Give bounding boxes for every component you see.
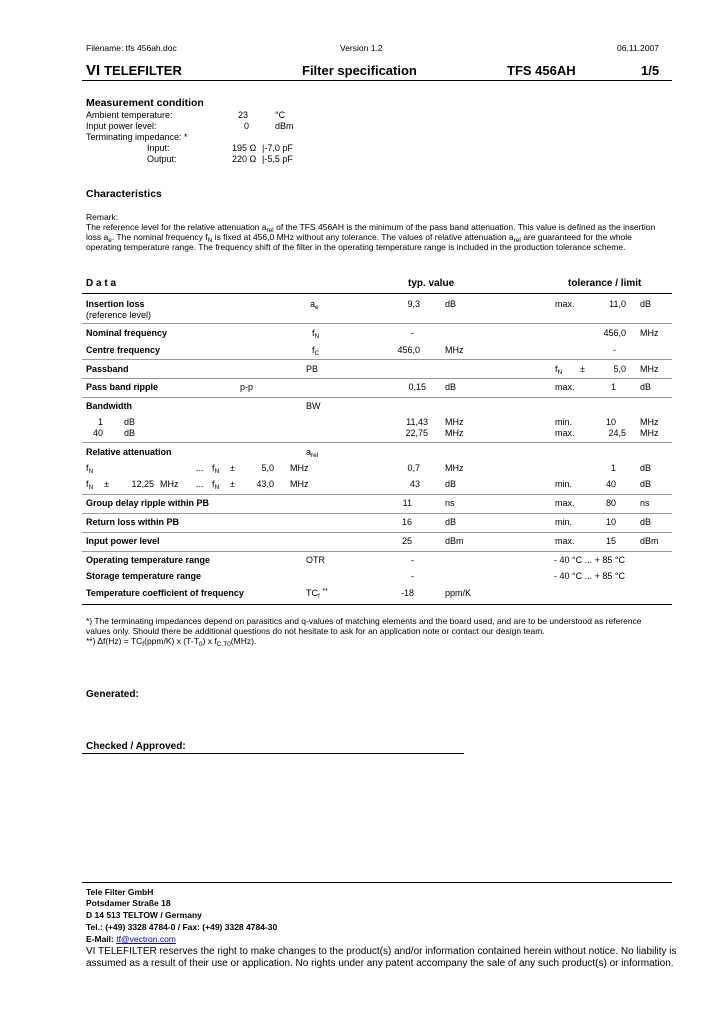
insertion-loss-symbol: $a_e$ (310, 299, 319, 311)
centre-tol: - (613, 345, 616, 355)
remark-line-2: loss $a_e$. The nominal frequency $f_N$ is fixed at 456,0 MHz without any tolerance. The values of relative attenuation $a_{rel}$ are guaranteed for the whole (86, 232, 632, 244)
bw-40-typ-unit: MHz (445, 428, 464, 438)
row-divider (82, 532, 672, 533)
input-power-tol: 15 (605, 536, 616, 546)
table-rule (82, 293, 672, 294)
note-1b: values only. Should there be additional questions do not hesitate to ask for an application note or contact our design team. (86, 626, 545, 636)
rel2-tol-unit: dB (640, 479, 652, 489)
city: D 14 513 TELTOW / Germany (86, 910, 202, 920)
bw-40-unit: dB (124, 428, 136, 438)
rel1-f: $f_N$ (86, 463, 94, 475)
passband-label: Passband (86, 364, 129, 374)
centre-typ: 456,0 (397, 345, 420, 355)
centre-typ-unit: MHz (445, 345, 464, 355)
bw-40-tol-unit: MHz (640, 428, 659, 438)
input-power-label: Input power level (86, 536, 160, 546)
col-tol: tolerance / limit (568, 278, 642, 289)
power-unit: dBm (275, 121, 294, 131)
ambient-label: Ambient temperature: (86, 110, 173, 120)
ripple-typ: 0,15 (408, 382, 426, 392)
return-loss-tol-unit: dB (640, 517, 652, 527)
tc-symbol: $TC_f$ ** (306, 588, 328, 600)
nominal-typ: - (411, 328, 414, 338)
return-loss-label: Return loss within PB (86, 517, 180, 527)
page-number: 1/5 (641, 63, 660, 78)
ripple-tol: 1 (610, 382, 616, 392)
rel1-f2: $f_N$ (212, 463, 220, 475)
passband-tol: 5,0 (613, 364, 626, 374)
rel1-val: 5,0 (261, 463, 274, 473)
tc-typ-unit: ppm/K (445, 588, 472, 598)
ripple-label: Pass band ripple (86, 382, 159, 392)
rel2-unit1: MHz (160, 479, 179, 489)
bw-40-level: 40 (92, 428, 103, 438)
ripple-tol-q: max. (555, 382, 575, 392)
row-divider (82, 494, 672, 495)
bw-1-tol: 10 (605, 417, 616, 427)
email-link[interactable]: tf@vectron.com (116, 934, 176, 944)
nominal-tol-unit: MHz (640, 328, 659, 338)
output-label: Output: (147, 154, 177, 164)
return-loss-typ-unit: dB (445, 517, 457, 527)
bw-1-tol-unit: MHz (640, 417, 659, 427)
rel2-val1: 12,25 (131, 479, 154, 489)
return-loss-typ: 16 (401, 517, 412, 527)
rel2-tol: 40 (605, 479, 616, 489)
impedance-label: Terminating impedance: * (86, 132, 188, 142)
street: Potsdamer Straße 18 (86, 898, 171, 908)
rel1-pm: ± (230, 463, 235, 473)
nominal-symbol: $f_N$ (312, 328, 320, 340)
insertion-loss-sub: (reference level) (86, 310, 152, 320)
relative-symbol: $a_{rel}$ (306, 447, 319, 459)
passband-tol-unit: MHz (640, 364, 659, 374)
input-label: Input: (147, 143, 170, 153)
ambient-unit: °C (275, 110, 286, 120)
rel1-unit: MHz (290, 463, 309, 473)
row-divider (82, 359, 672, 360)
footer-divider (82, 882, 672, 883)
passband-symbol: PB (306, 364, 319, 374)
disclaimer-2: assumed as a result of their use or application. No rights under any patent accompany the sale of any such product(s) or information. (86, 958, 674, 969)
bw-40-tol: 24,5 (608, 428, 626, 438)
remark-label: Remark: (86, 212, 119, 222)
storage-temp-label: Storage temperature range (86, 571, 202, 581)
col-typ: typ. value (408, 278, 455, 289)
input-power-typ: 25 (401, 536, 412, 546)
ripple-typ-unit: dB (445, 382, 457, 392)
row-divider (82, 378, 672, 379)
insertion-loss-tol-q: max. (555, 299, 575, 309)
nominal-frequency-label: Nominal frequency (86, 328, 168, 338)
rel1-tol: 1 (610, 463, 616, 473)
row-divider (82, 323, 672, 324)
nominal-tol: 456,0 (603, 328, 626, 338)
row-divider (82, 551, 672, 552)
return-loss-tol: 10 (605, 517, 616, 527)
ripple-tol-unit: dB (640, 382, 652, 392)
note-1a: *) The terminating impedances depend on parasitics and q-values of matching elements and the board used, and are to be understood as reference (86, 616, 642, 626)
rel1-dots: ... (196, 463, 204, 473)
storage-temp-tol: - 40 °C ... + 85 °C (554, 571, 625, 581)
rel2-f: $f_N$ (86, 479, 94, 491)
input-power-tol-q: max. (555, 536, 575, 546)
rel2-unit2: MHz (290, 479, 309, 489)
remark-line-3: operating temperature range. The frequency shift of the filter in the operating temperature range is included in the production tolerance scheme. (86, 242, 626, 252)
centre-frequency-label: Centre frequency (86, 345, 161, 355)
company: Tele Filter GmbH (86, 887, 154, 897)
remark-line-1: The reference level for the relative attenuation $a_{rel}$ of the TFS 456AH is the minimum of the pass band attenuation. This value is defined as the insertion (86, 222, 656, 234)
measurement-title: Measurement condition (86, 97, 204, 109)
table-bottom-rule (82, 604, 672, 605)
relative-attenuation-label: Relative attenuation (86, 447, 172, 457)
input-power-tol-unit: dBm (640, 536, 659, 546)
logo (86, 62, 182, 79)
operating-temp-typ: - (411, 555, 414, 565)
email-line: E-Mail: tf@vectron.com (86, 934, 176, 944)
rel1-typ: 0,7 (407, 463, 420, 473)
note-2: **) $\Delta f(Hz) = TC_f(ppm/K)$ x $(T-T_0)$ x $f_{C,T0}(MHz)$. (86, 636, 257, 648)
bandwidth-label: Bandwidth (86, 401, 132, 411)
bandwidth-symbol: BW (306, 401, 321, 411)
ripple-symbol: p-p (240, 382, 254, 392)
generated-label: Generated: (86, 689, 139, 700)
rel2-tol-q: min. (555, 479, 573, 489)
rel2-f2: $f_N$ (212, 479, 220, 491)
group-delay-typ-unit: ns (445, 498, 455, 508)
header-divider (82, 80, 672, 81)
rel1-typ-unit: MHz (445, 463, 464, 473)
group-delay-tol-unit: ns (640, 498, 650, 508)
bw-40-tol-q: max. (555, 428, 575, 438)
power-label: Input power level: (86, 121, 157, 131)
rel2-typ-unit: dB (445, 479, 457, 489)
insertion-loss-tol: 11,0 (609, 299, 626, 309)
bw-1-typ-unit: MHz (445, 417, 464, 427)
tel-fax: Tel.: (+49) 3328 4784-0 / Fax: (+49) 3328 4784-30 (86, 922, 278, 932)
group-delay-typ: 11 (402, 498, 412, 508)
rel2-pm: ± (104, 479, 109, 489)
return-loss-tol-q: min. (555, 517, 573, 527)
passband-tol-f: $f_N$ (555, 364, 563, 376)
part-number: TFS 456AH (507, 63, 576, 78)
disclaimer-1: VI TELEFILTER reserves the right to make changes to the product(s) and/or information contained herein without notice. No liability is (86, 946, 677, 957)
output-cap: |-5,5 pF (262, 154, 293, 164)
insertion-loss-tol-unit: dB (640, 299, 652, 309)
date: 06.11.2007 (617, 43, 659, 53)
bw-1-level: 1 (97, 417, 103, 427)
row-divider (82, 397, 672, 398)
insertion-loss-typ: 9,3 (407, 299, 420, 309)
passband-tol-pm: ± (580, 364, 585, 374)
row-divider (82, 513, 672, 514)
output-value: 220 Ω (232, 154, 257, 164)
rel2-dots: ... (196, 479, 204, 489)
temp-coefficient-label: Temperature coefficient of frequency (86, 588, 244, 598)
logo-vi: VI (86, 62, 101, 79)
rel2-val2: 43,0 (256, 479, 274, 489)
ambient-value: 23 (238, 110, 249, 120)
bw-1-unit: dB (124, 417, 136, 427)
centre-symbol: $f_C$ (312, 345, 320, 357)
operating-temp-label: Operating temperature range (86, 555, 211, 565)
rel2-pm2: ± (230, 479, 235, 489)
bw-1-typ: 11,43 (406, 417, 428, 427)
characteristics-title: Characteristics (86, 188, 162, 200)
row-divider (82, 442, 672, 443)
signature-line (82, 753, 464, 754)
group-delay-label: Group delay ripple within PB (86, 498, 210, 508)
rel1-tol-unit: dB (640, 463, 652, 473)
operating-temp-tol: - 40 °C ... + 85 °C (554, 555, 625, 565)
insertion-loss-label: Insertion loss (86, 299, 145, 309)
power-value: 0 (244, 121, 250, 131)
doc-title: Filter specification (302, 63, 417, 78)
input-cap: |-7,0 pF (262, 143, 293, 153)
bw-40-typ: 22,75 (405, 428, 428, 438)
input-power-typ-unit: dBm (445, 536, 464, 546)
rel2-typ: 43 (409, 479, 420, 489)
operating-temp-symbol: OTR (306, 555, 325, 565)
group-delay-tol-q: max. (555, 498, 575, 508)
storage-temp-typ: - (411, 571, 414, 581)
group-delay-tol: 80 (605, 498, 616, 508)
checked-label: Checked / Approved: (86, 741, 186, 752)
input-value: 195 Ω (232, 143, 257, 153)
logo-text: TELEFILTER (104, 63, 182, 78)
version: Version 1.2 (340, 43, 383, 53)
col-data: D a t a (86, 278, 117, 289)
filename: Filename: tfs 456ah.doc (86, 43, 177, 53)
bw-1-tol-q: min. (555, 417, 573, 427)
insertion-loss-typ-unit: dB (445, 299, 457, 309)
tc-typ: -18 (400, 588, 414, 598)
